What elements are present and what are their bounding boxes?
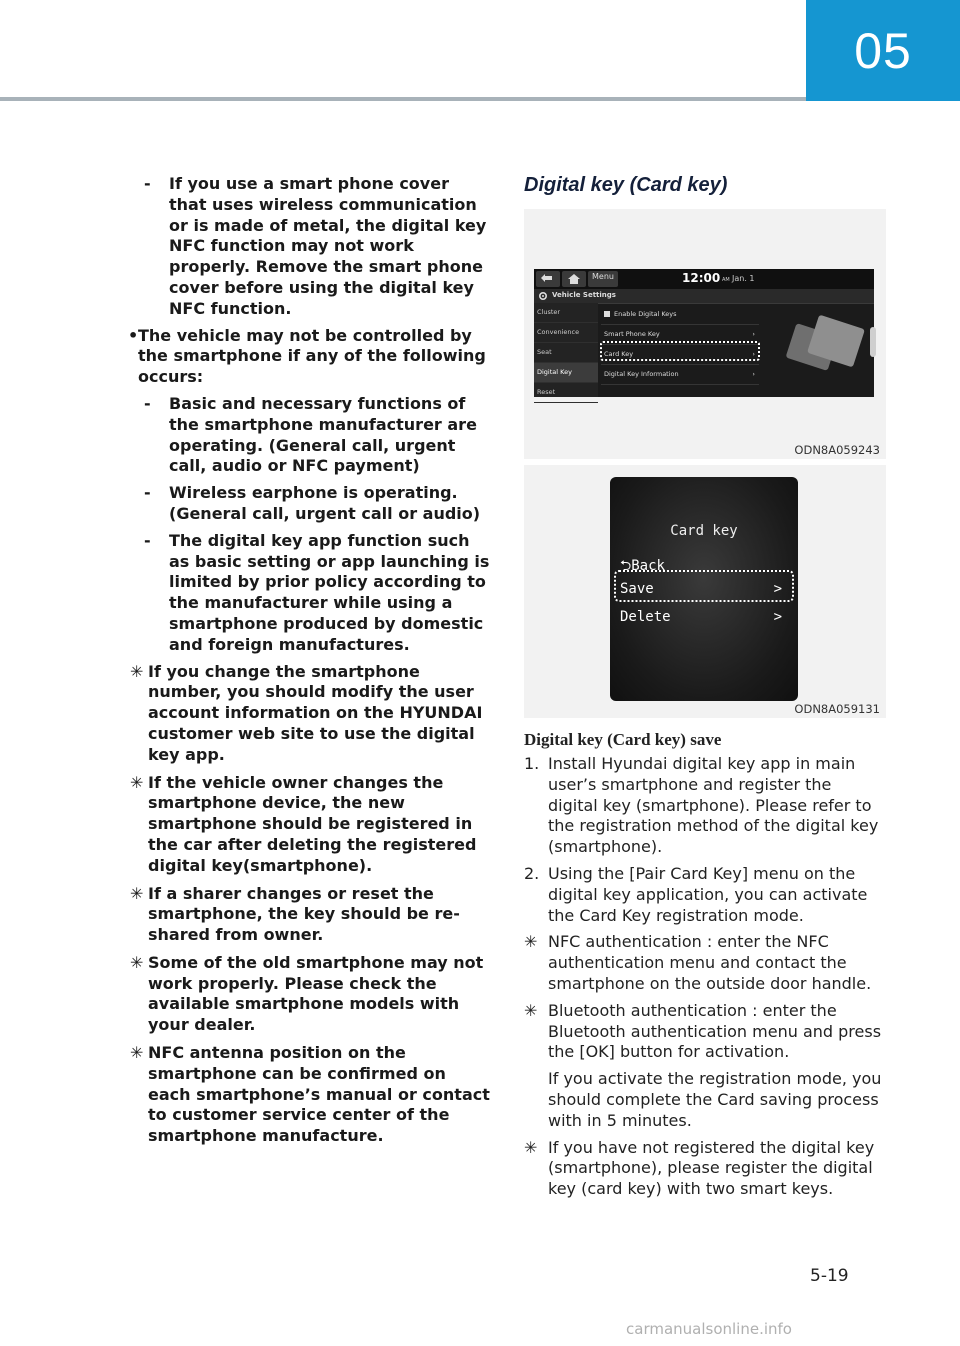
- page-number: 5-19: [810, 1266, 849, 1286]
- star-note-text: NFC antenna position on the smartphone can be confirmed on each smartphone’s manual or contact to customer service center of the smartphone manufacture.: [148, 1043, 490, 1146]
- right-column: [524, 174, 886, 1206]
- star-note: [524, 932, 886, 994]
- dash-item: [130, 531, 490, 656]
- left-column: [130, 174, 490, 1147]
- list-item-enable-digital-keys: [601, 305, 759, 325]
- cluster-row-label: Back: [631, 558, 665, 574]
- asterisk-icon: ✳: [130, 952, 144, 972]
- star-note: [130, 953, 490, 1036]
- clock-ampm: AM: [722, 277, 730, 283]
- star-note-text: Some of the old smartphone may not work properly. Please check the available smartphone models with your dealer.: [148, 952, 484, 1035]
- list-item-digital-key-information: [601, 365, 759, 385]
- step-item: [524, 754, 886, 858]
- asterisk-icon: ✳: [524, 1000, 538, 1020]
- figure-vehicle-settings: [524, 209, 886, 459]
- dash-item: [130, 483, 490, 525]
- list-item-label: Smart Phone Key: [604, 330, 660, 338]
- screen-topbar: [534, 269, 874, 289]
- screen-edge-tab: [870, 327, 876, 357]
- bullet-item-text: The vehicle may not be controlled by the smartphone if any of the following occurs:: [138, 325, 486, 387]
- dash-marker: -: [144, 483, 151, 503]
- dash-item-text: The digital key app function such as basic setting or app launching is limited by prior policy according to the manufacturer while using a smartphone produced by domestic and foreign manufactures.: [169, 530, 490, 654]
- return-arrow-icon: ⮌: [620, 558, 632, 574]
- star-note-text: If you have not registered the digital key (smartphone), please register the digital key (card key) with two smart keys.: [548, 1137, 875, 1199]
- star-note: [524, 1001, 886, 1063]
- menu-label: Menu: [592, 272, 614, 281]
- home-icon: [562, 271, 586, 287]
- star-note-text: If a sharer changes or reset the smartphone, the key should be re-shared from owner.: [148, 883, 460, 945]
- dash-item-text: Wireless earphone is operating. (General call, urgent call or audio): [169, 483, 481, 523]
- continuation-paragraph: If you activate the registration mode, you should complete the Card saving process with in 5 minutes.: [548, 1069, 882, 1130]
- star-note-text: If you change the smartphone number, you should modify the user account information on the HYUNDAI customer web site to use the digital key app.: [148, 661, 483, 764]
- bullet-marker: •: [128, 325, 139, 345]
- dash-marker: -: [144, 530, 151, 550]
- asterisk-icon: ✳: [130, 883, 144, 903]
- chevron-right-icon: ›: [752, 350, 755, 358]
- asterisk-icon: ✳: [130, 1043, 144, 1063]
- dash-item-text: If you use a smart phone cover that uses wireless communication or is made of metal, the digital key NFC function may not work properly. Remove the smart phone cover before using the digital key NFC function.: [169, 174, 487, 318]
- chevron-right-icon: ›: [752, 330, 755, 338]
- star-note: [130, 884, 490, 946]
- cluster-row-label: Delete: [620, 609, 671, 625]
- clock-time: 12:00: [682, 271, 721, 285]
- dash-item: [130, 394, 490, 477]
- step-number: 2.: [524, 863, 540, 883]
- watermark: carmanualsonline.info: [626, 1320, 792, 1338]
- figure-card-key-screen: [524, 465, 886, 718]
- chevron-right-icon: >: [773, 581, 782, 597]
- asterisk-icon: ✳: [130, 772, 144, 792]
- settings-sidebar: [534, 303, 598, 397]
- dash-item-text: Basic and necessary functions of the smartphone manufacturer are operating. (General call, urgent call, audio or NFC payment): [169, 393, 477, 476]
- dash-marker: -: [144, 393, 151, 413]
- header-rule: [0, 97, 806, 101]
- step-text: Using the [Pair Card Key] menu on the digital key application, you can activate the Card Key registration mode.: [548, 863, 868, 925]
- checkbox-icon: [604, 311, 610, 317]
- step-item: [524, 864, 886, 926]
- cluster-row-label: Save: [620, 581, 654, 597]
- cluster-screen-title: Card key: [670, 523, 738, 539]
- sidebar-item-cluster: Cluster: [534, 303, 598, 323]
- star-note-text: NFC authentication : enter the NFC authentication menu and contact the smartphone on the outside door handle.: [548, 932, 872, 993]
- chevron-right-icon: ›: [752, 370, 755, 378]
- list-item-label: Card Key: [604, 350, 634, 358]
- sidebar-item-convenience: Convenience: [534, 323, 598, 343]
- dash-item: [130, 174, 490, 320]
- sidebar-item-reset: Reset: [534, 383, 598, 403]
- section-title: Digital key (Card key): [524, 174, 728, 196]
- cluster-screen: [610, 477, 798, 701]
- figure-code: ODN8A059131: [794, 702, 880, 716]
- list-item-label: Digital Key Information: [604, 370, 679, 378]
- star-note: [130, 1043, 490, 1147]
- star-note: [524, 1138, 886, 1200]
- highlight-outline: [614, 570, 794, 602]
- screen-titlebar: [534, 289, 874, 304]
- list-item-label: Enable Digital Keys: [614, 310, 677, 318]
- cluster-row-delete: [620, 609, 788, 625]
- infotainment-screen: [534, 269, 874, 397]
- figure-code: ODN8A059243: [794, 443, 880, 457]
- sidebar-item-digital-key: Digital Key: [534, 363, 598, 383]
- back-icon: [536, 271, 560, 287]
- bullet-item: [130, 326, 490, 388]
- gear-icon: [538, 291, 548, 301]
- star-note-text: If the vehicle owner changes the smartphone device, the new smartphone should be registered in the car after deleting the registered digital key(smartphone).: [148, 772, 477, 875]
- chapter-tab: 05: [806, 0, 960, 101]
- screen-title: Vehicle Settings: [552, 291, 616, 299]
- star-note-text: Bluetooth authentication : enter the Bluetooth authentication menu and press the [OK] button for activation.: [548, 1000, 882, 1062]
- star-note: [130, 773, 490, 877]
- chevron-right-icon: >: [773, 609, 782, 625]
- asterisk-icon: ✳: [524, 932, 538, 952]
- star-note: [130, 662, 490, 766]
- clock-date: Jan. 1: [732, 274, 755, 283]
- asterisk-icon: ✳: [524, 1137, 538, 1157]
- subsection-title: Digital key (Card key) save: [524, 730, 722, 749]
- highlight-outline: [600, 341, 760, 361]
- step-number: 1.: [524, 754, 540, 773]
- asterisk-icon: ✳: [130, 661, 144, 681]
- dash-marker: -: [144, 174, 151, 193]
- sidebar-item-seat: Seat: [534, 343, 598, 363]
- step-text: Install Hyundai digital key app in main user’s smartphone and register the digital key (smartphone). Please refer to the registration method of the digital key (smartphone).: [548, 754, 879, 857]
